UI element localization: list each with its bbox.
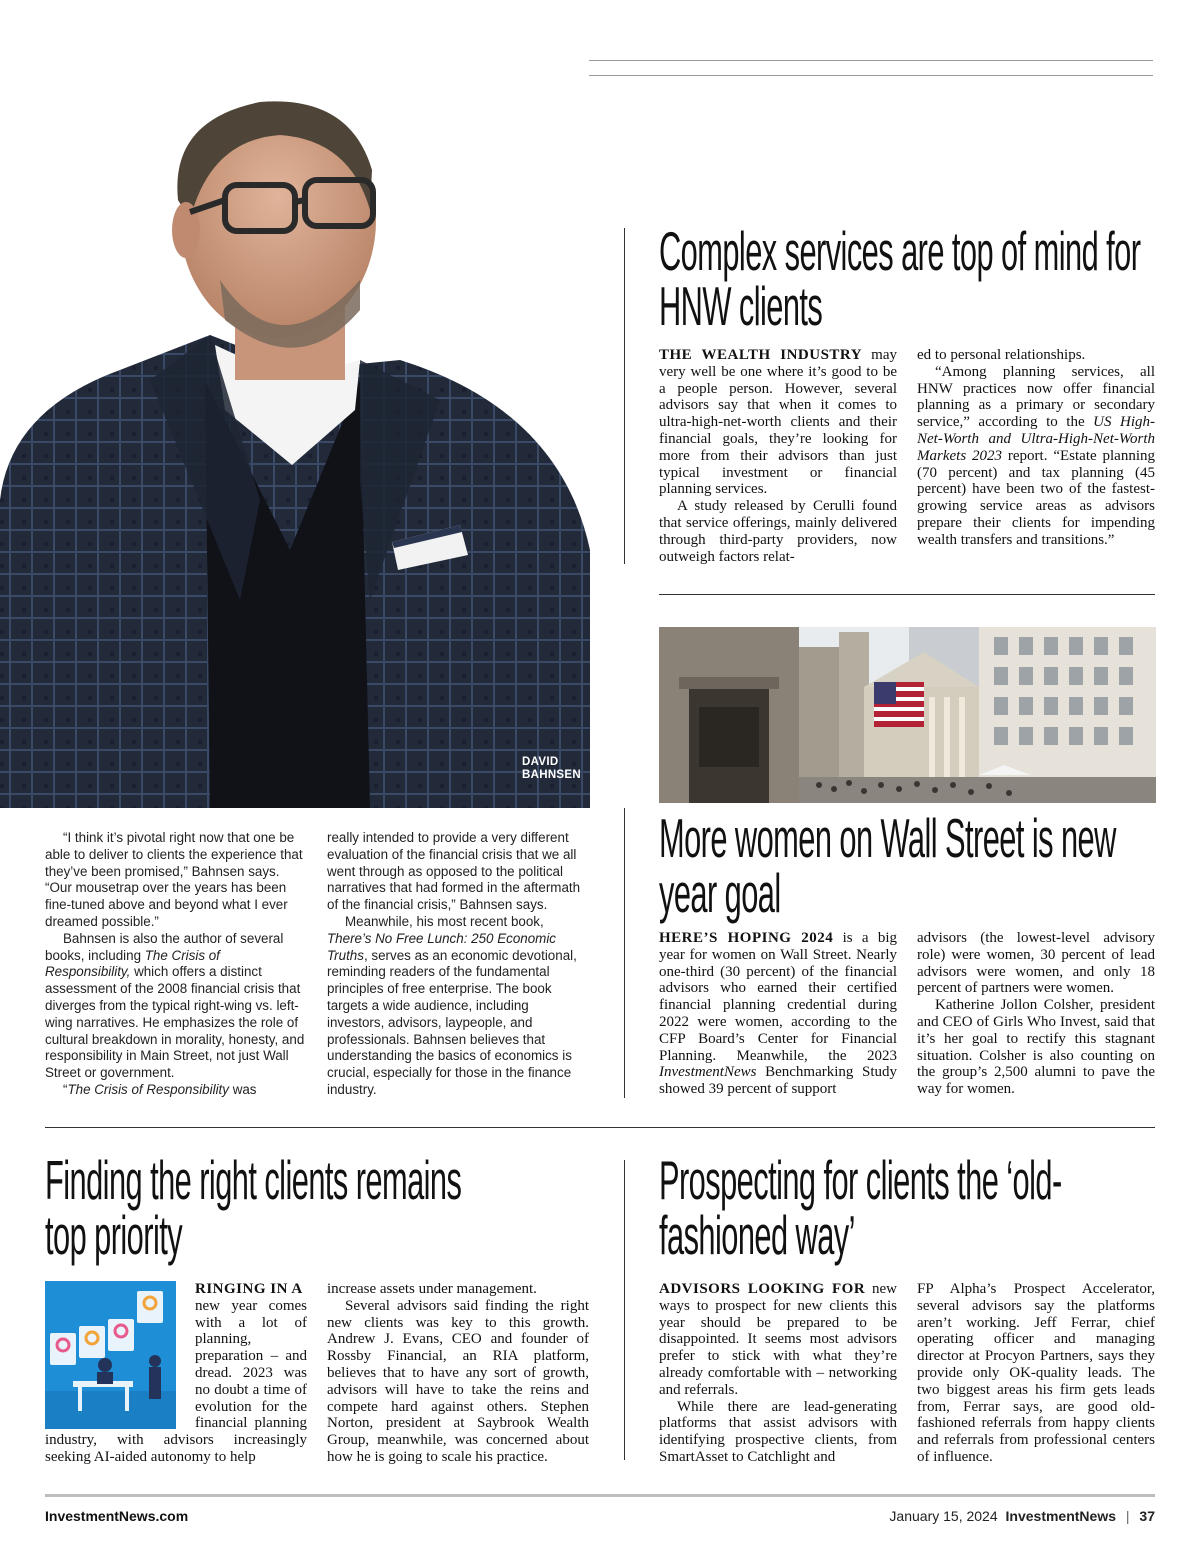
caption-line-1: DAVID (522, 756, 559, 768)
prospecting-col1-p2: While there are lead-generating platforms that assist advisors with identifying prospective clients, from SmartAsset to Catchlight and (659, 1398, 897, 1465)
bahnsen-book-1b: The Crisis of Responsibility (67, 1081, 229, 1097)
portrait-photo (0, 80, 590, 808)
prospecting-column-2 (917, 1281, 1155, 1466)
clients-headline-line-1: Finding the right clients remains (45, 1149, 462, 1211)
bahnsen-column-2 (327, 830, 589, 1099)
prospecting-col2-p1: FP Alpha’s Prospect Accelerator, several advisors say the platforms aren’t working. Jeff Ferrar, chief operating officer and managing director at Procyon Partners, says they provide only OK-quality leads. The two biggest areas his firm gets leads from, Ferrar says, are good old-fashioned referrals from happy clients and referrals from professional centers of influence. (917, 1281, 1155, 1465)
bahnsen-col1-p2a: Bahnsen is also the author of several books, including (45, 930, 284, 963)
bahnsen-col2-p2b: , serves as an economic devotional, reminding readers of the fundamental principles of free enterprise. The book targets a wide audience, including investors, advisors, laypeople, and professionals. Bahnsen believes that understanding the basics of economics is crucial, especially for those in the finance industry. (327, 947, 577, 1097)
hnw-col1-p2: A study released by Cerulli found that service offerings, mainly delivered through third-party providers, now outweigh factors relat- (659, 498, 897, 565)
wallstreet-column-1 (659, 930, 897, 1098)
clients-headline-line-2: top priority (45, 1204, 183, 1266)
wallstreet-col2-p2: Katherine Jollon Colsher, president and CEO of Girls Who Invest, said that it’s her goal to rectify this stagnant situation. Colsher is also counting on the group’s 2,500 alumni to pave the way for women. (917, 997, 1155, 1098)
hnw-lead-in: THE WEALTH INDUSTRY (659, 347, 863, 363)
hnw-col1-p1: may very well be one where it’s good to be a people person. However, several advisors say that when it comes to ultra-high-net-worth clients and their financial goals, they’re looking for more from their advisors than just typical investment or financial planning services. (659, 347, 897, 498)
wallstreet-col2-p1: advisors (the lowest-level advisory role) were women, 30 percent of lead advisors were women, and only 18 percent of partners were women. (917, 930, 1155, 997)
footer-right (889, 1508, 1155, 1524)
bahnsen-col1-p3b: was (228, 1081, 257, 1097)
bahnsen-col1-p1: “I think it’s pivotal right now that one be able to deliver to clients the experience that they’ve been promised,” Bahnsen says. “Our mousetrap over the years has been fine-tuned above and beyond what I ever dreamed possible.” (45, 830, 303, 929)
hnw-col2-p2a: “Among planning services, all HNW practices now offer financial planning as a primary or secondary service,” according to the (917, 363, 1155, 431)
vertical-rule-bottom (624, 1160, 625, 1460)
portrait-illustration (0, 80, 590, 808)
prospecting-lead-in: ADVISORS LOOKING FOR (659, 1281, 866, 1297)
hnw-column-2 (917, 347, 1155, 549)
bahnsen-book-2: There’s No Free Lunch: 250 Economic Truths (327, 930, 557, 963)
bahnsen-col1-p3-open: “ (63, 1081, 68, 1097)
bahnsen-col2-p2a: Meanwhile, his most recent book, (345, 913, 544, 929)
footer-date: January 15, 2024 (889, 1508, 998, 1524)
photo-caption (522, 756, 581, 782)
wallstreet-publication: InvestmentNews (659, 1064, 757, 1081)
footer-rule (45, 1494, 1155, 1497)
hnw-headline (659, 220, 1141, 337)
wallstreet-col1-p1b: Benchmarking Study showed 39 percent of support (659, 1064, 897, 1098)
hnw-col2-p1: ed to personal relationships. (917, 347, 1086, 363)
hnw-headline-line-2: HNW clients (659, 275, 823, 337)
top-rule-2 (589, 75, 1153, 76)
footer-site[interactable]: InvestmentNews.com (45, 1508, 189, 1524)
footer-brand: InvestmentNews (1005, 1508, 1116, 1524)
vertical-rule-middle (624, 808, 625, 1098)
clients-lead-in: RINGING IN A (195, 1281, 303, 1297)
hnw-headline-line-1: Complex services are top of mind for (659, 220, 1141, 282)
prospecting-column-1 (659, 1281, 897, 1466)
page-number: 37 (1139, 1508, 1155, 1524)
bahnsen-col2-p1: really intended to provide a very different evaluation of the financial crisis that we all went through as opposed to the political narratives that had formed in the aftermath of the financial crisis,” Bahnsen says. (327, 830, 581, 913)
clients-col2-p1: increase assets under management. (327, 1281, 537, 1297)
clients-column-2 (327, 1281, 589, 1466)
section-divider (45, 1127, 1155, 1128)
wallstreet-col1-p1a: is a big year for women on Wall Street. Nearly one-third (30 percent) of the financial advisors who earned their certified financial planning credential during 2022 were women, according to the CFP Board’s Center for Financial Planning. Meanwhile, the 2023 (659, 930, 897, 1064)
wallstreet-headline-line-2: year goal (659, 862, 781, 924)
wall-street-illustration (659, 627, 1156, 803)
wallstreet-headline-line-1: More women on Wall Street is new (659, 807, 1116, 869)
wallstreet-lead-in: HERE’S HOPING 2024 (659, 930, 834, 946)
hnw-report-title: US High-Net-Worth and Ultra-High-Net-Worth Markets 2023 (917, 414, 1155, 464)
bahnsen-column-1 (45, 830, 307, 1099)
prospecting-col1-p1: new ways to prospect for new clients this year should be prepared to be disappointed. It seems most advisors prefer to stick with what they’re already comfortable with – networking and referrals. (659, 1281, 898, 1398)
top-rule-1 (589, 60, 1153, 61)
hnw-col2-p2b: report. “Estate planning (70 percent) and tax planning (45 percent) have been two of the fastest-growing service areas as advisors prepare their clients for impending wealth transfers and transitions.” (917, 447, 1155, 548)
hnw-column-1 (659, 347, 897, 565)
wallstreet-headline (659, 807, 1116, 924)
prospecting-headline-line-1: Prospecting for clients the ‘old- (659, 1149, 1062, 1211)
clients-headline (45, 1149, 462, 1266)
bahnsen-book-1: The Crisis of Responsibility, (45, 947, 220, 980)
wallstreet-column-2 (917, 930, 1155, 1098)
hnw-bottom-rule (659, 594, 1155, 595)
caption-line-2: BAHNSEN (522, 769, 581, 781)
bahnsen-col1-p2b: which offers a distinct assessment of the 2008 financial crisis that diverges from the typical right-wing vs. left-wing narratives. He emphasizes the role of cultural breakdown in morality, honesty, and responsibility in Main Street, not just Wall Street or government. (45, 964, 305, 1081)
vertical-rule-top (624, 228, 625, 564)
clients-column-1 (45, 1281, 307, 1466)
clients-col2-p2: Several advisors said finding the right new clients was key to this growth. Andrew J. Evans, CEO and founder of Rossby Financial, an RIA platform, believes that to have any sort of growth, advisors will have to take the reins and compete hard against others. Stephen Norton, president at Saybrook Wealth Group, meanwhile, was concerned about how he is going to scale his practice. (327, 1297, 589, 1465)
clients-col1-p1: new year comes with a lot of planning, preparation – and dread. 2023 was no doubt a time of evolution for the financial planning industry, with advisors increasingly seeking AI-aided autonomy to help (45, 1297, 307, 1465)
prospecting-headline (659, 1149, 1062, 1266)
footer-separator: | (1125, 1508, 1130, 1524)
prospecting-headline-line-2: fashioned way’ (659, 1204, 855, 1266)
wall-street-photo (659, 627, 1156, 803)
